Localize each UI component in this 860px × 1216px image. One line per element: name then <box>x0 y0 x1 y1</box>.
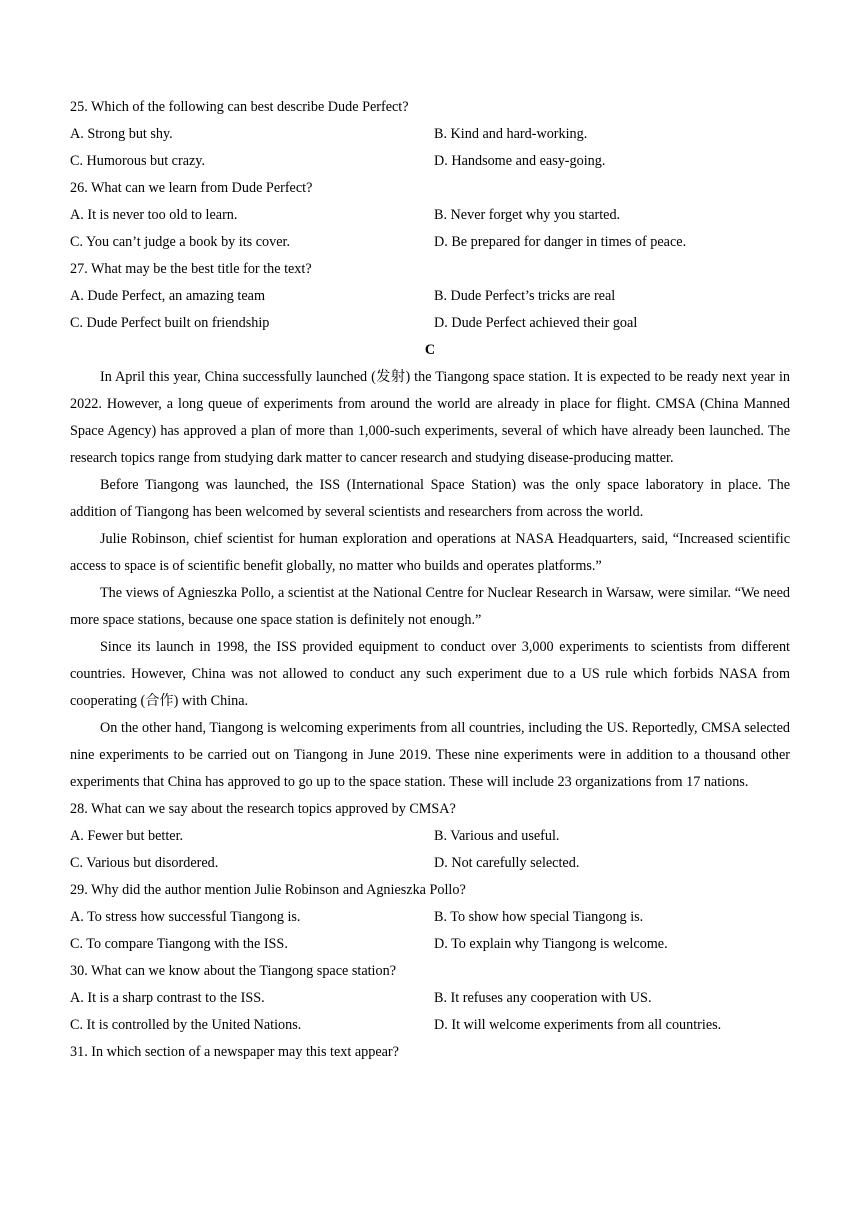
option-row <box>70 310 790 337</box>
question-stem: 31. In which section of a newspaper may this text appear? <box>70 1044 399 1060</box>
option-b: B. Never forget why you started. <box>434 207 621 223</box>
passage-paragraph: Julie Robinson, chief scientist for human exploration and operations at NASA Headquarters, said, “Increased scientific access to space is of scientific benefit globally, no matter who builds and operates platforms.” <box>70 531 790 574</box>
reading-passage <box>70 364 790 796</box>
option-row <box>70 931 790 958</box>
option-a: A. It is never too old to learn. <box>70 207 238 223</box>
option-row <box>70 904 790 931</box>
option-d: D. It will welcome experiments from all countries. <box>434 1017 722 1033</box>
passage-paragraph: On the other hand, Tiangong is welcoming experiments from all countries, including the US. Reportedly, CMSA selected nine experiments to be carried out on Tiangong in June 2019. These nine experiments were in addition to a thousand other experiments that China has approved to go up to the space station. These will include 23 organizations from 17 nations. <box>70 720 790 790</box>
question-stem: 30. What can we know about the Tiangong space station? <box>70 963 396 979</box>
option-c: C. To compare Tiangong with the ISS. <box>70 936 288 952</box>
option-row <box>70 202 790 229</box>
question-stem: 28. What can we say about the research topics approved by CMSA? <box>70 801 456 817</box>
option-row <box>70 148 790 175</box>
question-stem: 29. Why did the author mention Julie Robinson and Agnieszka Pollo? <box>70 882 466 898</box>
option-a: A. Strong but shy. <box>70 126 173 142</box>
option-b: B. It refuses any cooperation with US. <box>434 990 652 1006</box>
option-a: A. It is a sharp contrast to the ISS. <box>70 990 265 1006</box>
passage-paragraph: The views of Agnieszka Pollo, a scientist at the National Centre for Nuclear Research in Warsaw, were similar. “We need more space stations, because one space station is definitely not enough.” <box>70 585 790 628</box>
option-row <box>70 850 790 877</box>
question-stem: 25. Which of the following can best describe Dude Perfect? <box>70 99 409 115</box>
option-row <box>70 985 790 1012</box>
option-c: C. Dude Perfect built on friendship <box>70 315 270 331</box>
passage-paragraph: In April this year, China successfully launched (发射) the Tiangong space station. It is expected to be ready next year in 2022. However, a long queue of experiments from around the world are already in place for flight. CMSA (China Manned Space Agency) has approved a plan of more than 1,000-such experiments, several of which have already been launched. The research topics range from studying dark matter to cancer research and studying disease-producing matter. <box>70 369 790 466</box>
option-c: C. You can’t judge a book by its cover. <box>70 234 291 250</box>
option-c: C. It is controlled by the United Nations. <box>70 1017 302 1033</box>
option-c: C. Humorous but crazy. <box>70 153 206 169</box>
option-row <box>70 121 790 148</box>
exam-page <box>70 94 790 1066</box>
question-stem: 26. What can we learn from Dude Perfect? <box>70 180 313 196</box>
option-d: D. Be prepared for danger in times of peace. <box>434 234 687 250</box>
passage-paragraph: Since its launch in 1998, the ISS provided equipment to conduct over 3,000 experiments to scientists from different countries. However, China was not allowed to conduct any such experiment due to a US rule which forbids NASA from cooperating (合作) with China. <box>70 639 790 709</box>
option-c: C. Various but disordered. <box>70 855 219 871</box>
option-a: A. Dude Perfect, an amazing team <box>70 288 265 304</box>
option-b: B. To show how special Tiangong is. <box>434 909 644 925</box>
option-row <box>70 1012 790 1039</box>
option-d: D. To explain why Tiangong is welcome. <box>434 936 668 952</box>
question-stem: 27. What may be the best title for the text? <box>70 261 312 277</box>
option-d: D. Not carefully selected. <box>434 855 580 871</box>
option-b: B. Dude Perfect’s tricks are real <box>434 288 616 304</box>
option-a: A. Fewer but better. <box>70 828 184 844</box>
option-b: B. Various and useful. <box>434 828 560 844</box>
option-row <box>70 283 790 310</box>
option-b: B. Kind and hard-working. <box>434 126 588 142</box>
option-row <box>70 229 790 256</box>
option-a: A. To stress how successful Tiangong is. <box>70 909 301 925</box>
section-heading: C <box>424 342 436 358</box>
option-row <box>70 823 790 850</box>
passage-paragraph: Before Tiangong was launched, the ISS (International Space Station) was the only space laboratory in place. The addition of Tiangong has been welcomed by several scientists and researchers from across the world. <box>70 477 790 520</box>
option-d: D. Handsome and easy-going. <box>434 153 606 169</box>
option-d: D. Dude Perfect achieved their goal <box>434 315 638 331</box>
